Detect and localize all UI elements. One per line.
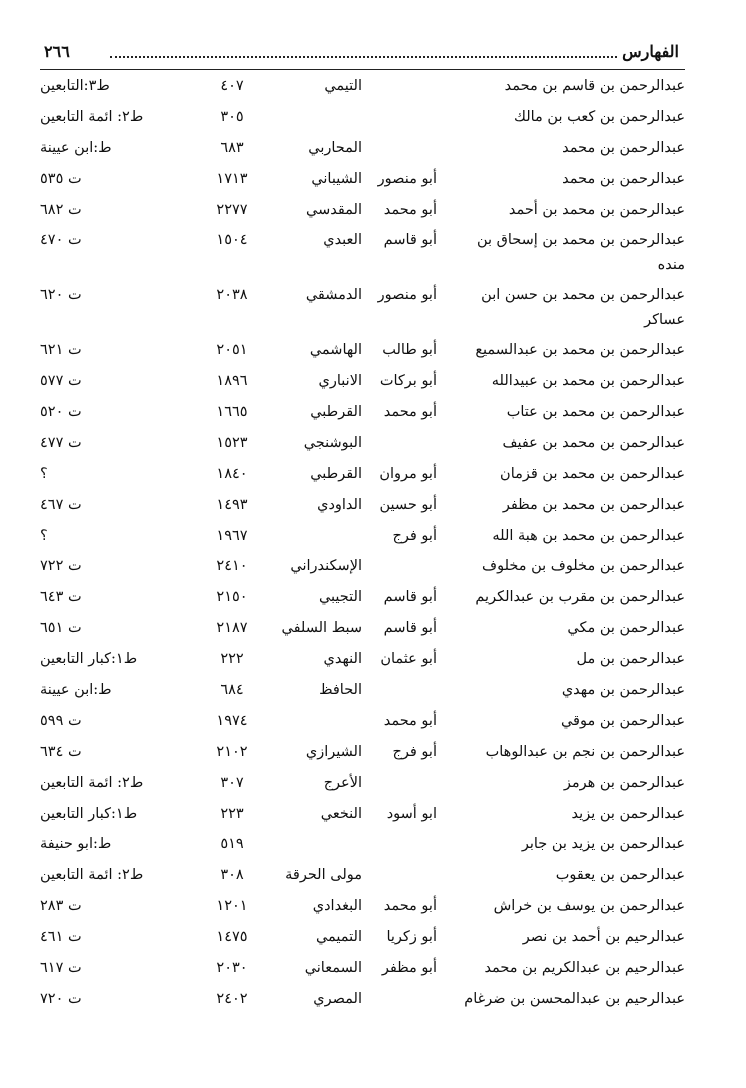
entry-kunya: أبو طالب: [382, 342, 437, 359]
entry-note: ت ٦١٧: [40, 960, 82, 977]
entry-nisba: الانباري: [318, 373, 362, 390]
index-entry: [40, 614, 685, 645]
entry-number: ٣٠٥: [220, 108, 244, 125]
index-entry: [40, 336, 685, 367]
entry-number: ٦٨٣: [220, 139, 244, 156]
entry-number: ٢٠٣٠: [216, 960, 248, 977]
entry-number: ١٤٧٥: [216, 929, 248, 946]
index-entry: [40, 552, 685, 583]
entry-name: عبدالرحمن بن محمد بن قزمان: [500, 465, 685, 482]
entry-name: عبدالرحمن بن محمد بن حسن ابن: [481, 287, 685, 304]
index-entry: [40, 861, 685, 892]
entry-nisba: سبط السلفي: [281, 620, 362, 637]
entry-name: عساكر: [644, 312, 685, 329]
index-entry: [40, 800, 685, 831]
index-entry: [40, 429, 685, 460]
entry-note: ط:ابو حنيفة: [40, 836, 112, 853]
entry-name: عبدالرحمن بن مل: [576, 651, 685, 668]
entry-note: ط١:كبار التابعين: [40, 651, 138, 668]
index-entry: [40, 769, 685, 800]
entry-nisba: الشيباني: [311, 170, 362, 187]
index-entry: [40, 103, 685, 134]
entry-kunya: أبو منصور: [377, 170, 437, 187]
entry-name: عبدالرحمن بن محمد: [562, 139, 685, 156]
entry-number: ٢٢٧٧: [216, 201, 248, 218]
entry-name: عبدالرحمن بن مقرب بن عبدالكريم: [475, 589, 685, 606]
entry-kunya: أبو مظفر: [381, 960, 437, 977]
entry-nisba: البغدادي: [312, 898, 362, 915]
entry-note: ت ٦٨٢: [40, 201, 82, 218]
entry-number: ٤٠٧: [220, 78, 244, 94]
entry-nisba: النهدي: [323, 651, 362, 668]
entry-number: ٢٢٣: [220, 805, 244, 822]
entry-name: عبدالرحمن بن قاسم بن محمد: [504, 78, 685, 94]
index-entry: [40, 281, 685, 312]
entry-number: ١٩٧٤: [216, 712, 248, 729]
entry-nisba: القرطبي: [310, 404, 362, 421]
entry-name: عبدالرحمن بن محمد بن عفيف: [502, 434, 685, 451]
header-rule: [40, 69, 685, 70]
entry-kunya: أبو مروان: [379, 465, 437, 482]
entry-name: عبدالرحيم بن أحمد بن نصر: [522, 929, 685, 946]
entry-name: عبدالرحمن بن هرمز: [563, 774, 685, 791]
entry-kunya: أبو فرج: [392, 743, 437, 760]
header-dot-leader: [110, 56, 617, 58]
entry-kunya: أبو محمد: [383, 712, 437, 729]
entry-note: ت ٥٢٠: [40, 404, 82, 421]
entry-nisba: التيمي: [324, 78, 362, 94]
entry-kunya: أبو بركات: [379, 373, 437, 390]
entry-number: ١٩٦٧: [216, 527, 248, 544]
index-entry: [40, 134, 685, 165]
entry-number: ١٥٠٤: [216, 232, 248, 249]
entry-note: ط٢: ائمة التابعين: [40, 774, 144, 791]
entry-number: ٢٠٣٨: [216, 287, 248, 304]
entry-number: ١٦٦٥: [216, 404, 248, 421]
entry-number: ١٢٠١: [216, 898, 248, 915]
entry-name: عبدالرحمن بن محمد بن عبدالسميع: [475, 342, 685, 359]
entry-note: ت ٤٦٧: [40, 496, 82, 513]
entry-nisba: التميمي: [315, 929, 362, 946]
entry-number: ٢٠٥١: [216, 342, 248, 359]
entry-number: ٢٤١٠: [216, 558, 248, 575]
index-entry: [40, 923, 685, 954]
index-entry: [40, 522, 685, 553]
index-entry: [40, 707, 685, 738]
entry-note: ت ٧٢٢: [40, 558, 82, 575]
entry-note: ت ٥٣٥: [40, 170, 82, 187]
entry-name: عبدالرحمن بن محمد: [562, 170, 685, 187]
entry-nisba: الشيرازي: [305, 743, 362, 760]
entry-note: ط٢: ائمة التابعين: [40, 108, 144, 125]
index-entry: [40, 892, 685, 923]
index-entry-continuation: [40, 312, 685, 336]
index-entry: [40, 645, 685, 676]
index-entry: [40, 491, 685, 522]
index-page: [40, 0, 685, 1088]
entry-name: عبدالرحمن بن مخلوف بن مخلوف: [482, 558, 685, 575]
entry-kunya: أبو فرج: [392, 527, 437, 544]
entry-nisba: القرطبي: [310, 465, 362, 482]
entry-note: ت ٦٣٤: [40, 743, 82, 760]
entry-nisba: الإسكندراني: [290, 558, 362, 575]
index-entry: [40, 830, 685, 861]
entry-nisba: الداودي: [317, 496, 362, 513]
entry-nisba: الأعرج: [323, 774, 362, 791]
entry-note: ت ٥٧٧: [40, 373, 82, 390]
index-entry-continuation: [40, 257, 685, 281]
index-entry: [40, 226, 685, 257]
entry-name: عبدالرحمن بن محمد بن أحمد: [508, 201, 685, 218]
entry-name: عبدالرحمن بن نجم بن عبدالوهاب: [485, 743, 685, 760]
entry-note: ؟: [40, 527, 48, 544]
index-entries: [40, 72, 685, 1016]
entry-number: ٢٤٠٢: [216, 990, 248, 1007]
entry-note: ط٣:التابعين: [40, 78, 110, 94]
entry-name: عبدالرحمن بن محمد بن هبة الله: [492, 527, 685, 544]
entry-name: عبدالرحمن بن يزيد: [571, 805, 685, 822]
entry-kunya: أبو قاسم: [383, 620, 437, 637]
entry-number: ٢١٠٢: [216, 743, 248, 760]
entry-number: ٣٠٧: [220, 774, 244, 791]
entry-kunya: أبو زكريا: [386, 929, 437, 946]
entry-name: عبدالرحمن بن محمد بن مظفر: [502, 496, 685, 513]
entry-name: عبدالرحمن بن موقي: [560, 712, 685, 729]
entry-number: ٢٢٢: [220, 651, 244, 668]
entry-name: عبدالرحيم بن عبدالمحسن بن ضرغام: [464, 990, 685, 1007]
entry-name: عبدالرحيم بن عبدالكريم بن محمد: [484, 960, 685, 977]
entry-name: عبدالرحمن بن محمد بن إسحاق بن: [476, 232, 685, 249]
entry-note: ت ٦٢٠: [40, 287, 82, 304]
entry-name: عبدالرحمن بن كعب بن مالك: [513, 108, 685, 125]
entry-note: ت ٧٢٠: [40, 990, 82, 1007]
entry-nisba: الدمشقي: [305, 287, 362, 304]
index-entry: [40, 196, 685, 227]
entry-number: ١٨٤٠: [216, 465, 248, 482]
entry-number: ١٤٩٣: [216, 496, 248, 513]
entry-number: ١٨٩٦: [216, 373, 248, 390]
entry-kunya: أبو قاسم: [383, 589, 437, 606]
entry-note: ت ٦٤٣: [40, 589, 82, 606]
entry-nisba: الحافظ: [319, 682, 362, 699]
entry-note: ت ٤٧٧: [40, 434, 82, 451]
page-header: [40, 36, 685, 70]
entry-name: عبدالرحمن بن يعقوب: [555, 867, 685, 884]
entry-note: ت ٥٩٩: [40, 712, 82, 729]
entry-nisba: مولى الحرقة: [285, 867, 362, 884]
entry-note: ط١:كبار التابعين: [40, 805, 138, 822]
entry-name: عبدالرحمن بن محمد بن عبيدالله: [491, 373, 685, 390]
entry-note: ت ٤٦١: [40, 929, 82, 946]
index-entry: [40, 954, 685, 985]
entry-kunya: أبو عثمان: [380, 651, 437, 668]
entry-note: ؟: [40, 465, 48, 482]
entry-number: ٦٨٤: [220, 682, 244, 699]
entry-nisba: الهاشمي: [309, 342, 362, 359]
entry-kunya: أبو حسين: [379, 496, 437, 513]
entry-number: ١٥٢٣: [216, 434, 248, 451]
entry-number: ٢١٥٠: [216, 589, 248, 606]
index-entry: [40, 985, 685, 1016]
entry-kunya: أبو محمد: [383, 404, 437, 421]
index-entry: [40, 398, 685, 429]
index-entry: [40, 165, 685, 196]
entry-kunya: أبو قاسم: [383, 232, 437, 249]
entry-number: ٣٠٨: [220, 867, 244, 884]
entry-name: عبدالرحمن بن مهدي: [561, 682, 685, 699]
entry-note: ط:ابن عيينة: [40, 139, 112, 156]
entry-note: ط:ابن عيينة: [40, 682, 112, 699]
entry-nisba: العبدي: [323, 232, 362, 249]
entry-name: منده: [657, 257, 685, 274]
entry-number: ٥١٩: [220, 836, 244, 853]
index-entry: [40, 72, 685, 103]
entry-note: ت ٢٨٣: [40, 898, 82, 915]
index-entry: [40, 676, 685, 707]
entry-nisba: النخعي: [320, 805, 362, 822]
entry-name: عبدالرحمن بن يوسف بن خراش: [493, 898, 685, 915]
page-title: الفهارس: [622, 42, 679, 61]
entry-note: ط٢: ائمة التابعين: [40, 867, 144, 884]
entry-nisba: المحاربي: [308, 139, 362, 156]
index-entry: [40, 583, 685, 614]
entry-nisba: المصري: [313, 990, 362, 1007]
entry-nisba: البوشنجي: [303, 434, 362, 451]
entry-note: ت ٤٧٠: [40, 232, 82, 249]
entry-nisba: المقدسي: [305, 201, 362, 218]
entry-nisba: السمعاني: [304, 960, 362, 977]
index-entry: [40, 738, 685, 769]
entry-name: عبدالرحمن بن محمد بن عتاب: [506, 404, 685, 421]
entry-kunya: أبو محمد: [383, 201, 437, 218]
index-entry: [40, 460, 685, 491]
entry-kunya: ابو أسود: [386, 805, 437, 822]
entry-note: ت ٦٥١: [40, 620, 82, 637]
entry-kunya: أبو محمد: [383, 898, 437, 915]
entry-nisba: التجيبي: [318, 589, 362, 606]
entry-note: ت ٦٢١: [40, 342, 82, 359]
entry-name: عبدالرحمن بن يزيد بن جابر: [521, 836, 685, 853]
entry-number: ٢١٨٧: [216, 620, 248, 637]
page-number: ٢٦٦: [44, 42, 70, 61]
entry-name: عبدالرحمن بن مكي: [567, 620, 685, 637]
index-entry: [40, 367, 685, 398]
entry-kunya: أبو منصور: [377, 287, 437, 304]
entry-number: ١٧١٣: [216, 170, 248, 187]
